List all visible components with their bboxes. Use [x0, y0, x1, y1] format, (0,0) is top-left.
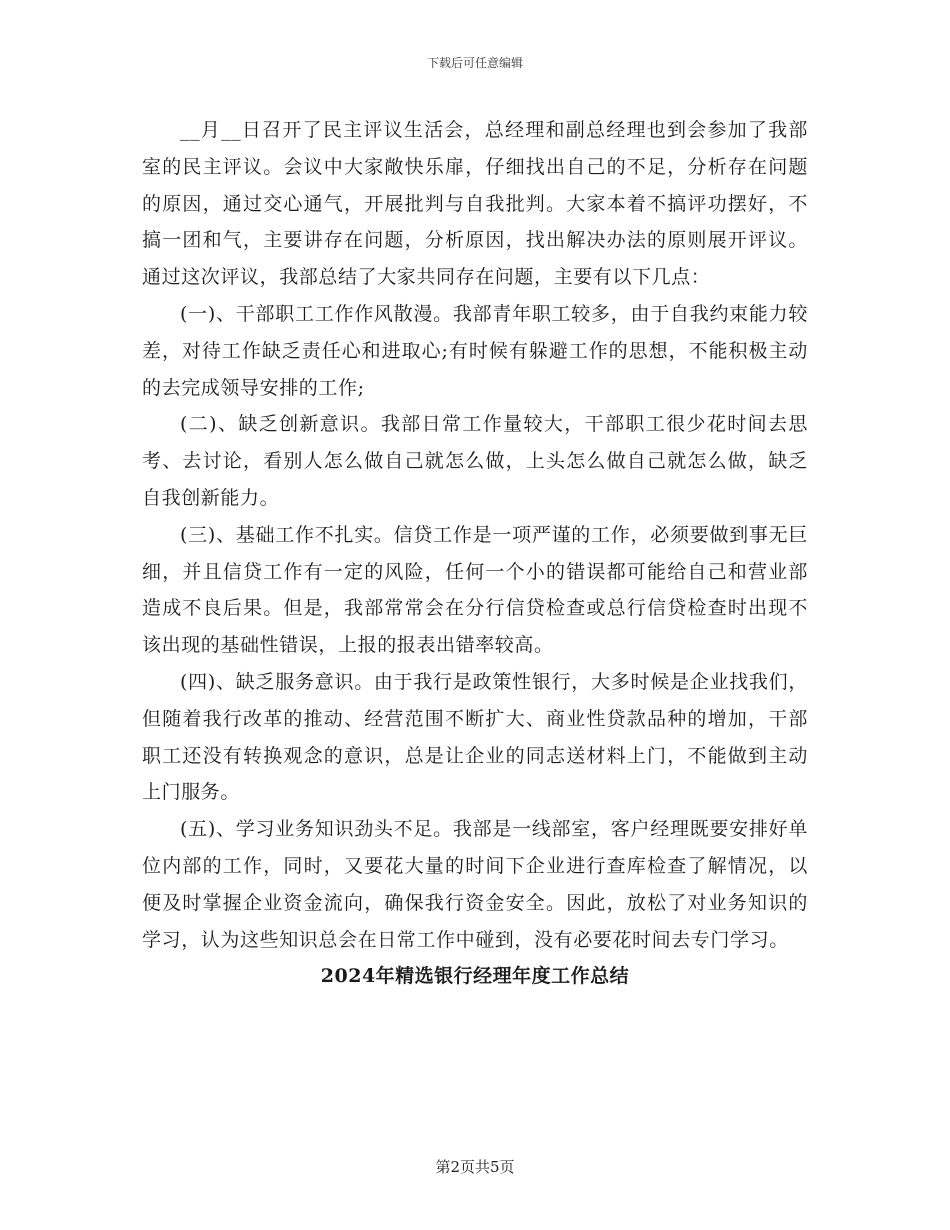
paragraph-item-2: (二)、缺乏创新意识。我部日常工作量较大，干部职工很少花时间去思考、去讨论，看别人怎么做自己就怎么做，上头怎么做自己就怎么做，缺乏自我创新能力。 [142, 413, 808, 509]
paragraph-item-5: (五)、学习业务知识劲头不足。我部是一线部室，客户经理既要安排好单位内部的工作，同时，又要花大量的时间下企业进行查库检查了解情况，以便及时掌握企业资金流向，确保我行资金安全。因此，放松了对业务知识的学习，认为这些知识总会在日常工作中碰到，没有必要花时间去专门学习。 [142, 818, 808, 951]
paragraph-intro: __月__日召开了民主评议生活会，总经理和副总经理也到会参加了我部室的民主评议。会议中大家敞快乐扉，仔细找出自己的不足，分析存在问题的原因，通过交心通气，开展批判与自我批判。大家本着不搞评功摆好，不搞一团和气，主要讲存在问题，分析原因，找出解决办法的原则展开评议。通过这次评议，我部总结了大家共同存在问题，主要有以下几点： [142, 119, 808, 289]
document-body [142, 112, 808, 995]
paragraph-item-3: (三)、基础工作不扎实。信贷工作是一项严谨的工作，必须要做到事无巨细，并且信贷工作有一定的风险，任何一个小的错误都可能给自己和营业部造成不良后果。但是，我部常常会在分行信贷检查或总行信贷检查时出现不该出现的基础性错误，上报的报表出错率较高。 [142, 523, 808, 657]
paragraph-item-4: (四)、缺乏服务意识。由于我行是政策性银行，大多时候是企业找我们，但随着我行改革的推动、经营范围不断扩大、商业性贷款品种的增加，干部职工还没有转换观念的意识，总是让企业的同志送材料上门，不能做到主动上门服务。 [142, 670, 808, 804]
page-number-footer: 第2页共5页 [435, 1158, 515, 1176]
paragraph-item-1: (一)、干部职工工作作风散漫。我部青年职工较多，由于自我约束能力较差，对待工作缺乏责任心和进取心;有时候有躲避工作的思想，不能积极主动的去完成领导安排的工作; [142, 302, 808, 399]
page-header-note: 下载后可任意编辑 [426, 56, 523, 70]
document-title: 2024年精选银行经理年度工作总结 [320, 965, 630, 988]
